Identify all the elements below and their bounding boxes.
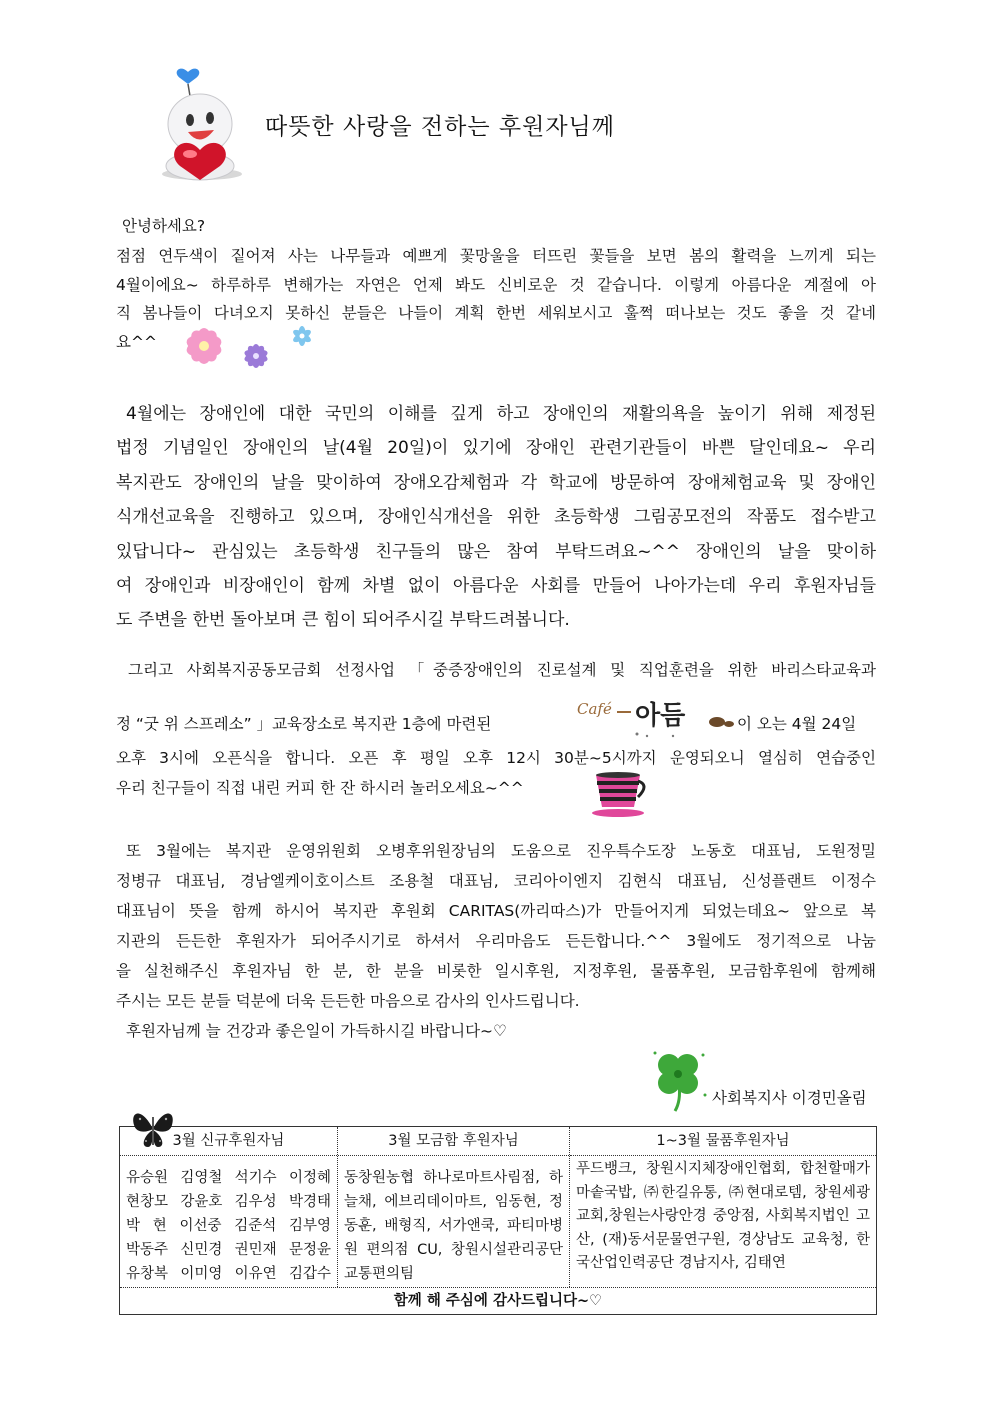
donation-box-column: [338, 1127, 570, 1287]
text-line: 지관의 든든한 후원자가 되어주시기로 하셔서 우리마음도 든든합니다.^^ 3월에도 정기적으로 나눔: [116, 932, 876, 950]
text-line: 그리고 사회복지공동모금회 선정사업 「중증장애인의 진로설계 및 직업훈련을 위한 바리스타교육과: [128, 661, 876, 679]
text-line: 도 주변을 한번 돌아보며 큰 힘이 되어주시길 부탁드려봅니다.: [116, 610, 570, 631]
flower-decoration-image: [170, 316, 320, 376]
donation-box-list: 동창원농협 하나로마트사림점, 하늘채, 에브리데이마트, 임동현, 정동훈, 배형직, 서가앤쿡, 파티마병원 편의점 CU, 창원시설관리공단 교통편의팀: [344, 1170, 563, 1282]
text-line: 주시는 모든 분들 덕분에 더욱 든든한 마음으로 감사의 인사드립니다.: [116, 992, 580, 1010]
cafe-logo-prefix: Café: [577, 700, 612, 718]
donor-row: 유승원 김영철 석기수 이정혜: [126, 1170, 331, 1186]
donor-row: 현창모 강윤호 김우성 박경태: [126, 1194, 331, 1210]
signature: 사회복지사 이경민올림: [712, 1089, 867, 1107]
mascot-with-heart-image: [150, 62, 255, 182]
greeting: 안녕하세요?: [122, 217, 206, 235]
text-line: 또 3월에는 복지관 운영위원회 오병후위원장님의 도움으로 진우특수도장 노동호 대표님, 도원정밀: [126, 842, 876, 860]
text-line: 있답니다~ 관심있는 초등학생 친구들의 많은 참여 부탁드려요~^^ 장애인의 날을 맞이하: [116, 541, 876, 562]
text-line: 이 오는 4월 24일: [737, 715, 857, 733]
cafe-logo: [573, 690, 738, 742]
text-line: 후원자님께 늘 건강과 좋은일이 가득하시길 바랍니다~♡: [126, 1022, 507, 1040]
text-line: 오후 3시에 오픈식을 합니다. 오픈 후 평일 오후 12시 30분~5시까지 운영되오니 열심히 연습중인: [116, 749, 876, 767]
cafe-logo-name: 아듬: [635, 701, 686, 731]
goods-donors-list: 푸드뱅크, 창원시지체장애인협회, 합천할매가마솥국밥, ㈜한길유통, ㈜현대로템, 창원세광교회,창원는사랑안경 중앙점, 사회복지법인 고산, (재)동서문물연구원, 경상남도 교육청, 한국산업인력공단 경남지사, 김태연: [576, 1161, 870, 1271]
text-line: 4월에는 장애인에 대한 국민의 이해를 깊게 하고 장애인의 재활의욕을 높이기 위해 제정된: [126, 404, 876, 424]
text-line: 정 “굿 위 스프레소” 」교육장소로 복지관 1층에 마련된: [116, 715, 492, 733]
column-header: 3월 신규후원자님: [120, 1127, 337, 1156]
butterfly-icon: [128, 1103, 178, 1153]
paragraph-disability-day: [116, 397, 876, 638]
text-line: 정병규 대표님, 경남엘케이호이스트 조용철 대표님, 코리아이엔지 김현식 대표님, 신성플랜트 이정수: [116, 872, 876, 890]
text-line: 우리 친구들이 직접 내린 커피 한 잔 하시러 놀러오세요~^^: [116, 779, 524, 797]
clover-icon: [645, 1045, 713, 1113]
column-header: 3월 모금함 후원자님: [338, 1127, 569, 1156]
goods-donors-column: [570, 1127, 876, 1287]
page-title: 따뜻한 사랑을 전하는 후원자님께: [265, 114, 615, 140]
text-line: 직 봄나들이 다녀오지 못하신 분들은 나들이 계획 한번 세워보시고 훌쩍 떠나보는 것도 좋을 것 같네: [116, 304, 876, 323]
text-line: 복지관도 장애인의 날을 맞이하여 장애오감체험과 각 학교에 방문하여 장애체험교육 및 장애인: [116, 472, 876, 493]
text-line: 4월이에요~ 하루하루 변해가는 자연은 언제 봐도 신비로운 것 같습니다. 이렇게 아름다운 계절에 아: [116, 275, 876, 294]
paragraph-caritas: [116, 836, 876, 1046]
donor-row: 유창복 이미영 이유연 김갑수: [126, 1266, 331, 1282]
donor-row: 박동주 신민경 권민재 문정윤: [126, 1242, 331, 1258]
paragraph-cafe-opening: [116, 743, 876, 803]
text-line: 식개선교육을 진행하고 있으며, 장애인식개선을 위한 초등학생 그림공모전의 작품도 접수받고: [116, 507, 876, 528]
coffee-cup-image: [588, 769, 650, 817]
text-line: 을 실천해주신 후원자님 한 분, 한 분을 비롯한 일시후원, 지정후원, 물품후원, 모금함후원에 함께해: [116, 962, 876, 980]
text-line: 대표님이 뜻을 함께 하시어 복지관 후원회 CARITAS(까리따스)가 만들어지게 되었는데요~ 앞으로 복: [116, 902, 876, 920]
text-line: 법정 기념일인 장애인의 날(4월 20일)이 있기에 장애인 관련기관들이 바쁜 달인데요~ 우리: [116, 438, 876, 459]
table-footer: 함께 해 주심에 감사드립니다~♡: [120, 1287, 876, 1315]
donor-row: 박 현 이선중 김준석 김부영: [126, 1218, 331, 1234]
text-line: 요^^: [116, 332, 157, 351]
column-header: 1~3월 물품후원자님: [570, 1127, 876, 1156]
sponsor-table: [119, 1126, 877, 1315]
paragraph-cafe-intro: [116, 657, 876, 683]
text-line: 여 장애인과 비장애인이 함께 차별 없이 아름다운 사회를 만들어 나아가는데 우리 후원자님들: [116, 576, 876, 597]
text-line: 점점 연두색이 짙어져 사는 나무들과 예쁘게 꽃망울을 터뜨린 꽃들을 보면 봄의 활력을 느끼게 되는: [116, 247, 876, 265]
